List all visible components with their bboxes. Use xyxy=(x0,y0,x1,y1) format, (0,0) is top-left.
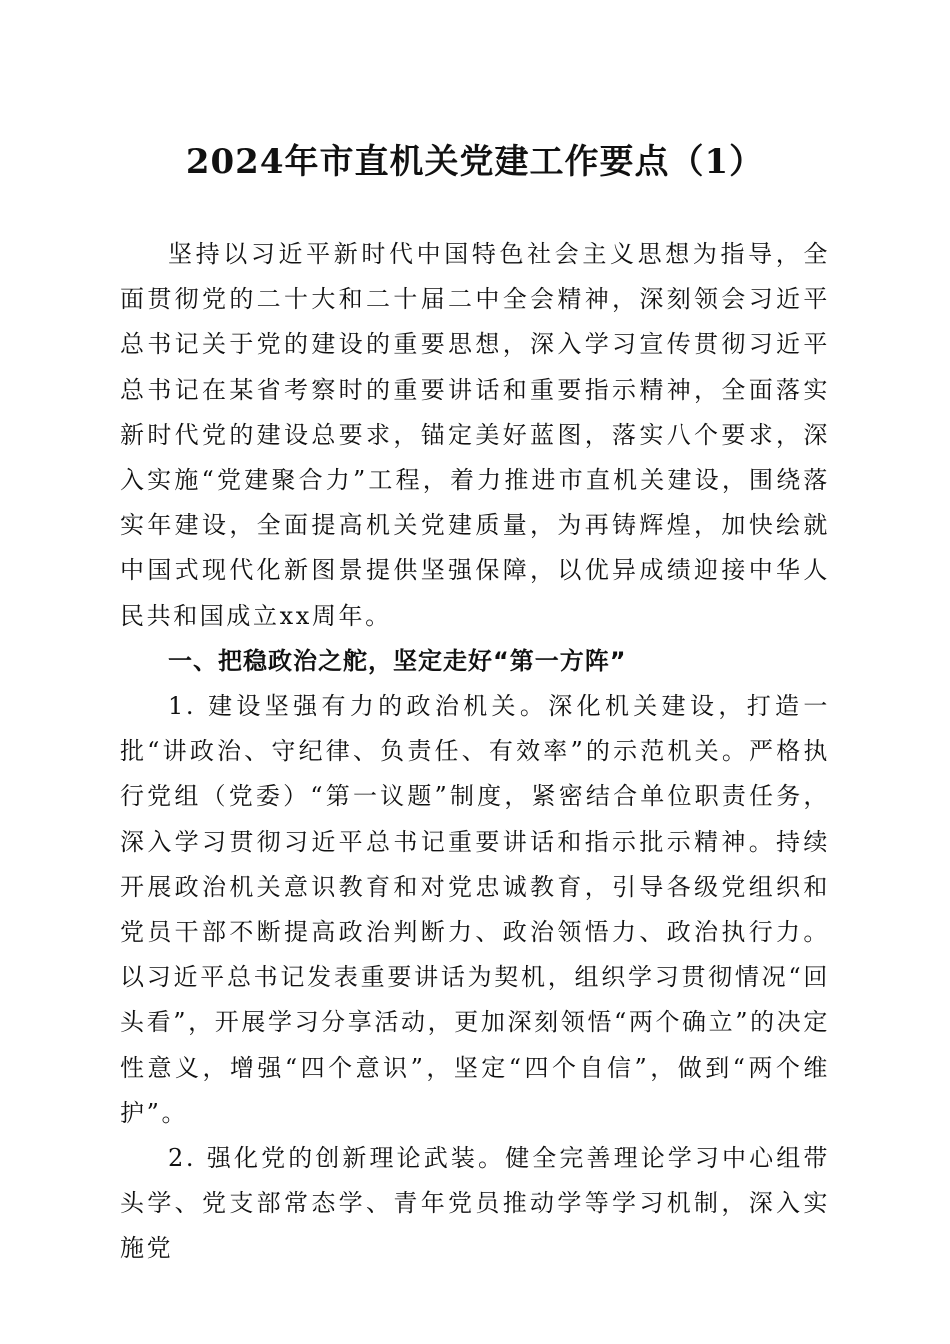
document-body xyxy=(120,232,830,1272)
intro-paragraph: 坚持以习近平新时代中国特色社会主义思想为指导，全面贯彻党的二十大和二十届二中全会精神，深刻领会习近平总书记关于党的建设的重要思想，深入学习宣传贯彻习近平总书记在某省考察时的重要讲话和重要指示精神，全面落实新时代党的建设总要求，锚定美好蓝图，落实八个要求，深入实施“党建聚合力”工程，着力推进市直机关建设，围绕落实年建设，全面提高机关党建质量，为再铸辉煌，加快绘就中国式现代化新图景提供坚强保障，以优异成绩迎接中华人民共和国成立xx周年。 xyxy=(120,240,830,630)
document-title: 2024年市直机关党建工作要点（1） xyxy=(185,142,765,182)
section-heading-1: 一、把稳政治之舵，坚定走好“第一方阵” xyxy=(168,646,627,675)
item-2-paragraph: 2. 强化党的创新理论武装。健全完善理论学习中心组带头学、党支部常态学、青年党员推动学等学习机制，深入实施党 xyxy=(120,1144,830,1263)
item-1-paragraph: 1. 建设坚强有力的政治机关。深化机关建设，打造一批“讲政治、守纪律、负责任、有效率”的示范机关。严格执行党组（党委）“第一议题”制度，紧密结合单位职责任务，深入学习贯彻习近平总书记重要讲话和指示批示精神。持续开展政治机关意识教育和对党忠诚教育，引导各级党组织和党员干部不断提高政治判断力、政治领悟力、政治执行力。以习近平总书记发表重要讲话为契机，组织学习贯彻情况“回头看”，开展学习分享活动，更加深刻领悟“两个确立”的决定性意义，增强“四个意识”，坚定“四个自信”，做到“两个维护”。 xyxy=(120,692,830,1127)
